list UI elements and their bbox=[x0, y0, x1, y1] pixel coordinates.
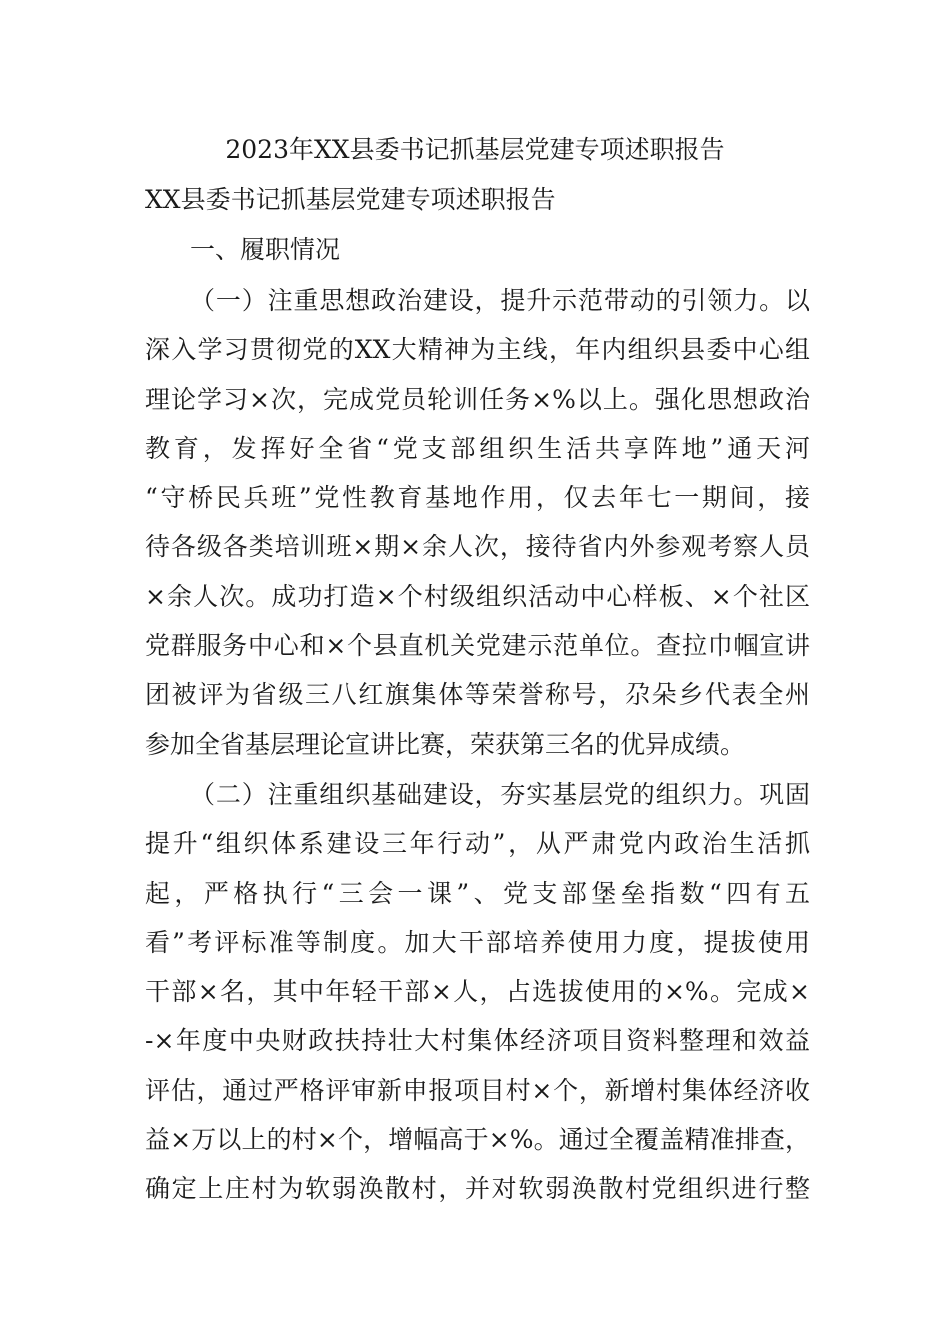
paragraph-line: ×余人次。成功打造×个村级组织活动中心样板、×个社区 bbox=[145, 581, 810, 611]
paragraph-line: （二）注重组织基础建设，夯实基层党的组织力。巩固 bbox=[190, 780, 810, 809]
paragraph-line: （一）注重思想政治建设，提升示范带动的引领力。以 bbox=[190, 286, 810, 315]
paragraph-line: 党群服务中心和×个县直机关党建示范单位。查拉巾帼宣讲 bbox=[145, 631, 810, 661]
paragraph-line: 待各级各类培训班×期×余人次，接待省内外参观考察人员 bbox=[145, 532, 810, 562]
paragraph-1 bbox=[145, 276, 810, 769]
paragraph-line: -×年度中央财政扶持壮大村集体经济项目资料整理和效益 bbox=[145, 1026, 810, 1056]
paragraph-line: 益×万以上的村×个，增幅高于×%。通过全覆盖精准排查， bbox=[145, 1125, 810, 1155]
paragraph-line: 起，严格执行“三会一课”、党支部堡垒指数“四有五 bbox=[145, 878, 810, 908]
paragraph-line: 教育，发挥好全省“党支部组织生活共享阵地”通天河 bbox=[145, 433, 810, 463]
paragraph-line: 理论学习×次，完成党员轮训任务×%以上。强化思想政治 bbox=[145, 384, 810, 414]
paragraph-line: 团被评为省级三八红旗集体等荣誉称号，尕朵乡代表全州 bbox=[145, 680, 810, 710]
paragraph-line: “守桥民兵班”党性教育基地作用，仅去年七一期间，接 bbox=[145, 483, 810, 513]
paragraph-2 bbox=[145, 770, 810, 1214]
section-heading: 一、履职情况 bbox=[190, 235, 341, 264]
paragraph-line: 参加全省基层理论宣讲比赛，荣获第三名的优异成绩。 bbox=[145, 729, 746, 759]
paragraph-line: 干部×名，其中年轻干部×人，占选拔使用的×%。完成× bbox=[145, 977, 810, 1007]
document-subtitle: XX县委书记抓基层党建专项述职报告 bbox=[145, 185, 556, 214]
paragraph-line: 深入学习贯彻党的XX大精神为主线，年内组织县委中心组 bbox=[145, 335, 810, 365]
paragraph-line: 提升“组织体系建设三年行动”，从严肃党内政治生活抓 bbox=[145, 829, 810, 859]
paragraph-line: 评估，通过严格评审新申报项目村×个，新增村集体经济收 bbox=[145, 1075, 810, 1105]
paragraph-line: 看”考评标准等制度。加大干部培养使用力度，提拔使用 bbox=[145, 927, 810, 957]
document-title: 2023年XX县委书记抓基层党建专项述职报告 bbox=[225, 135, 725, 164]
paragraph-line: 确定上庄村为软弱涣散村，并对软弱涣散村党组织进行整 bbox=[145, 1174, 810, 1204]
